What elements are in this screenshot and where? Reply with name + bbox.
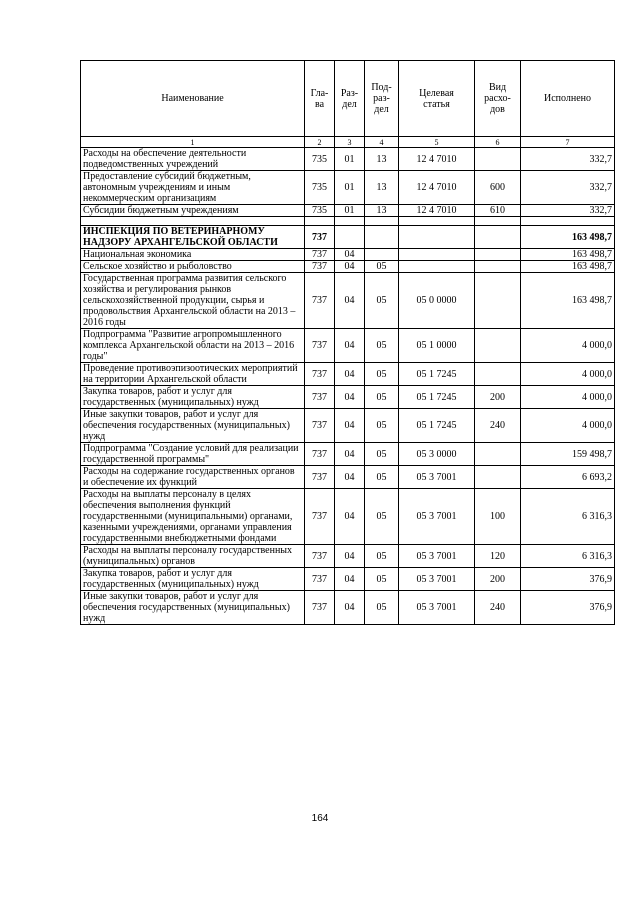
row-vid bbox=[475, 466, 521, 489]
row-vid bbox=[475, 226, 521, 249]
table-row bbox=[81, 409, 615, 443]
row-razdel: 01 bbox=[335, 205, 365, 217]
row-executed: 376,9 bbox=[521, 591, 615, 625]
header-glava bbox=[305, 61, 335, 137]
row-razdel: 04 bbox=[335, 466, 365, 489]
row-podrazdel: 05 bbox=[365, 273, 399, 329]
row-glava: 737 bbox=[305, 329, 335, 363]
row-executed: 4 000,0 bbox=[521, 363, 615, 386]
row-vid: 240 bbox=[475, 409, 521, 443]
row-vid: 610 bbox=[475, 205, 521, 217]
row-glava: 737 bbox=[305, 443, 335, 466]
row-razdel: 01 bbox=[335, 171, 365, 205]
row-razdel bbox=[335, 226, 365, 249]
table-row bbox=[81, 591, 615, 625]
column-number: 3 bbox=[335, 137, 365, 148]
row-executed: 163 498,7 bbox=[521, 226, 615, 249]
row-name: Расходы на выплаты персоналу государственных (муниципальных) органов bbox=[81, 545, 305, 568]
row-podrazdel: 05 bbox=[365, 466, 399, 489]
row-glava: 737 bbox=[305, 273, 335, 329]
row-vid: 200 bbox=[475, 568, 521, 591]
row-glava: 737 bbox=[305, 466, 335, 489]
row-razdel: 04 bbox=[335, 443, 365, 466]
column-number: 2 bbox=[305, 137, 335, 148]
row-name: Расходы на выплаты персоналу в целях обеспечения выполнения функций государственными (муниципальными) органами, казенными учреждениями, органами управления государственными внебюджетными фондами bbox=[81, 489, 305, 545]
header-razdel bbox=[335, 61, 365, 137]
table-row bbox=[81, 466, 615, 489]
header-executed: Исполнено bbox=[521, 61, 615, 137]
row-razdel: 04 bbox=[335, 363, 365, 386]
row-podrazdel: 13 bbox=[365, 148, 399, 171]
row-podrazdel: 05 bbox=[365, 489, 399, 545]
row-razdel: 04 bbox=[335, 568, 365, 591]
row-article: 05 3 7001 bbox=[399, 466, 475, 489]
row-name: Национальная экономика bbox=[81, 249, 305, 261]
row-executed: 163 498,7 bbox=[521, 261, 615, 273]
row-vid bbox=[475, 148, 521, 171]
row-executed: 4 000,0 bbox=[521, 386, 615, 409]
table-row bbox=[81, 329, 615, 363]
row-glava: 737 bbox=[305, 489, 335, 545]
row-glava: 737 bbox=[305, 409, 335, 443]
row-article: 12 4 7010 bbox=[399, 171, 475, 205]
row-glava: 737 bbox=[305, 226, 335, 249]
column-number: 4 bbox=[365, 137, 399, 148]
row-vid bbox=[475, 363, 521, 386]
page-number: 164 bbox=[311, 813, 329, 824]
column-number: 5 bbox=[399, 137, 475, 148]
row-article: 05 1 7245 bbox=[399, 386, 475, 409]
row-executed: 332,7 bbox=[521, 148, 615, 171]
row-podrazdel: 05 bbox=[365, 363, 399, 386]
row-podrazdel: 05 bbox=[365, 409, 399, 443]
row-glava: 737 bbox=[305, 386, 335, 409]
row-glava: 737 bbox=[305, 261, 335, 273]
row-glava: 737 bbox=[305, 249, 335, 261]
row-article: 05 3 7001 bbox=[399, 568, 475, 591]
table-row bbox=[81, 148, 615, 171]
spacer-cell bbox=[305, 217, 335, 226]
row-executed: 6 316,3 bbox=[521, 545, 615, 568]
row-razdel: 04 bbox=[335, 489, 365, 545]
row-glava: 735 bbox=[305, 205, 335, 217]
table-row bbox=[81, 443, 615, 466]
header-razdel-text: Раз- дел bbox=[340, 87, 359, 110]
row-executed: 4 000,0 bbox=[521, 409, 615, 443]
row-name: Подпрограмма "Создание условий для реализации государственной программы" bbox=[81, 443, 305, 466]
row-article bbox=[399, 261, 475, 273]
table-row bbox=[81, 273, 615, 329]
row-glava: 735 bbox=[305, 171, 335, 205]
table-row bbox=[81, 249, 615, 261]
row-name: Сельское хозяйство и рыболовство bbox=[81, 261, 305, 273]
row-podrazdel: 13 bbox=[365, 171, 399, 205]
spacer-row bbox=[81, 217, 615, 226]
row-razdel: 04 bbox=[335, 329, 365, 363]
header-name: Наименование bbox=[81, 61, 305, 137]
row-vid: 240 bbox=[475, 591, 521, 625]
header-article-text: Целевая статья bbox=[419, 87, 454, 110]
row-executed: 4 000,0 bbox=[521, 329, 615, 363]
table-row bbox=[81, 386, 615, 409]
spacer-cell bbox=[365, 217, 399, 226]
row-article: 05 1 7245 bbox=[399, 409, 475, 443]
row-name: Иные закупки товаров, работ и услуг для обеспечения государственных (муниципальных) нужд bbox=[81, 591, 305, 625]
row-executed: 376,9 bbox=[521, 568, 615, 591]
row-name: Закупка товаров, работ и услуг для государственных (муниципальных) нужд bbox=[81, 568, 305, 591]
row-vid bbox=[475, 249, 521, 261]
row-vid bbox=[475, 273, 521, 329]
row-name: Предоставление субсидий бюджетным, автономным учреждениям и иным некоммерческим организациям bbox=[81, 171, 305, 205]
table-row bbox=[81, 489, 615, 545]
row-article: 12 4 7010 bbox=[399, 148, 475, 171]
header-podrazdel bbox=[365, 61, 399, 137]
row-name: Иные закупки товаров, работ и услуг для обеспечения государственных (муниципальных) нужд bbox=[81, 409, 305, 443]
header-glava-text: Гла- ва bbox=[310, 87, 329, 110]
table-row bbox=[81, 171, 615, 205]
row-vid: 200 bbox=[475, 386, 521, 409]
row-vid bbox=[475, 329, 521, 363]
row-article: 05 1 7245 bbox=[399, 363, 475, 386]
row-article bbox=[399, 226, 475, 249]
spacer-cell bbox=[399, 217, 475, 226]
row-razdel: 01 bbox=[335, 148, 365, 171]
row-executed: 163 498,7 bbox=[521, 273, 615, 329]
table-row bbox=[81, 363, 615, 386]
row-name: Проведение противоэпизоотических мероприятий на территории Архангельской области bbox=[81, 363, 305, 386]
row-vid: 120 bbox=[475, 545, 521, 568]
table-row-section-heading bbox=[81, 226, 615, 249]
row-article: 05 0 0000 bbox=[399, 273, 475, 329]
row-podrazdel: 05 bbox=[365, 568, 399, 591]
row-article: 05 3 7001 bbox=[399, 591, 475, 625]
row-razdel: 04 bbox=[335, 249, 365, 261]
row-article: 12 4 7010 bbox=[399, 205, 475, 217]
row-name: Государственная программа развития сельского хозяйства и регулирования рынков сельскохозяйственной продукции, сырья и продовольствия Архангельской области на 2013 – 2016 годы bbox=[81, 273, 305, 329]
row-glava: 737 bbox=[305, 591, 335, 625]
spacer-cell bbox=[475, 217, 521, 226]
row-podrazdel: 05 bbox=[365, 443, 399, 466]
header-row bbox=[81, 61, 615, 137]
row-podrazdel: 13 bbox=[365, 205, 399, 217]
row-article bbox=[399, 249, 475, 261]
row-article: 05 3 7001 bbox=[399, 489, 475, 545]
row-razdel: 04 bbox=[335, 273, 365, 329]
row-name: Субсидии бюджетным учреждениям bbox=[81, 205, 305, 217]
row-razdel: 04 bbox=[335, 545, 365, 568]
row-podrazdel: 05 bbox=[365, 386, 399, 409]
table-row bbox=[81, 261, 615, 273]
spacer-cell bbox=[335, 217, 365, 226]
row-executed: 6 693,2 bbox=[521, 466, 615, 489]
row-executed: 332,7 bbox=[521, 205, 615, 217]
column-number: 6 bbox=[475, 137, 521, 148]
row-glava: 737 bbox=[305, 363, 335, 386]
row-vid bbox=[475, 443, 521, 466]
row-glava: 735 bbox=[305, 148, 335, 171]
row-razdel: 04 bbox=[335, 409, 365, 443]
table-row bbox=[81, 205, 615, 217]
budget-table bbox=[80, 60, 615, 625]
header-vid bbox=[475, 61, 521, 137]
row-razdel: 04 bbox=[335, 261, 365, 273]
column-number: 7 bbox=[521, 137, 615, 148]
header-vid-text: Вид расхо- дов bbox=[484, 82, 511, 115]
row-executed: 332,7 bbox=[521, 171, 615, 205]
row-name: Подпрограмма "Развитие агропромышленного комплекса Архангельской области на 2013 – 2016 годы" bbox=[81, 329, 305, 363]
row-podrazdel bbox=[365, 226, 399, 249]
header-article bbox=[399, 61, 475, 137]
row-executed: 6 316,3 bbox=[521, 489, 615, 545]
row-vid: 600 bbox=[475, 171, 521, 205]
row-podrazdel: 05 bbox=[365, 261, 399, 273]
spacer-cell bbox=[521, 217, 615, 226]
column-number-row bbox=[81, 137, 615, 148]
header-podrazdel-text: Под- раз- дел bbox=[371, 82, 392, 115]
row-name: Расходы на обеспечение деятельности подведомственных учреждений bbox=[81, 148, 305, 171]
row-article: 05 1 0000 bbox=[399, 329, 475, 363]
row-podrazdel: 05 bbox=[365, 591, 399, 625]
row-name: Расходы на содержание государственных органов и обеспечение их функций bbox=[81, 466, 305, 489]
row-glava: 737 bbox=[305, 568, 335, 591]
table-row bbox=[81, 545, 615, 568]
row-razdel: 04 bbox=[335, 591, 365, 625]
row-podrazdel bbox=[365, 249, 399, 261]
table-row bbox=[81, 568, 615, 591]
row-article: 05 3 7001 bbox=[399, 545, 475, 568]
row-razdel: 04 bbox=[335, 386, 365, 409]
row-executed: 159 498,7 bbox=[521, 443, 615, 466]
row-podrazdel: 05 bbox=[365, 329, 399, 363]
column-number: 1 bbox=[81, 137, 305, 148]
row-glava: 737 bbox=[305, 545, 335, 568]
row-vid: 100 bbox=[475, 489, 521, 545]
spacer-cell bbox=[81, 217, 305, 226]
row-article: 05 3 0000 bbox=[399, 443, 475, 466]
row-name: Закупка товаров, работ и услуг для государственных (муниципальных) нужд bbox=[81, 386, 305, 409]
row-podrazdel: 05 bbox=[365, 545, 399, 568]
row-executed: 163 498,7 bbox=[521, 249, 615, 261]
row-vid bbox=[475, 261, 521, 273]
row-name: ИНСПЕКЦИЯ ПО ВЕТЕРИНАРНОМУ НАДЗОРУ АРХАНГЕЛЬСКОЙ ОБЛАСТИ bbox=[81, 226, 305, 249]
